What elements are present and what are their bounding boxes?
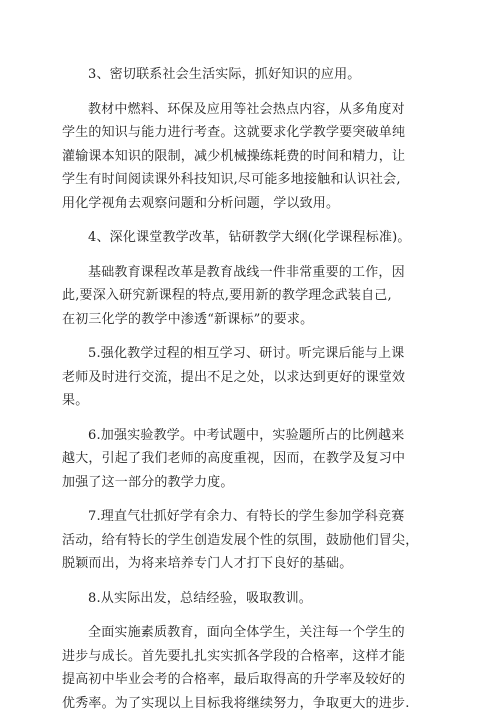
paragraph-4-body [62, 261, 442, 332]
paragraph-8 [62, 587, 442, 611]
heading-line: 4、深化课堂教学改革，钻研教学大纲(化学课程标准)。 [88, 230, 411, 245]
paragraph-3 [62, 63, 442, 87]
text-line: 优秀率。为了实现以上目标我将继续努力，争取更大的进步. [62, 695, 410, 711]
paragraph-3-body [62, 98, 442, 216]
text-line: 学生的知识与能力进行考查。这就要求化学教学要突破单纯 [62, 125, 406, 140]
text-line: 果。 [62, 393, 89, 408]
text-line: 越大，引起了我们老师的高度重视，因而，在教学及复习中 [62, 451, 406, 466]
heading-line: 3、密切联系社会生活实际，抓好知识的应用。 [88, 67, 361, 82]
text-line: 进步与成长。首先要扎扎实实抓各学段的合格率，这样才能 [62, 648, 406, 664]
text-line: 基础教育课程改革是教育战线一件非常重要的工作，因 [88, 264, 405, 280]
text-line: 全面实施素质教育，面向全体学生，关注每一个学生的 [88, 625, 405, 640]
text-line: 灌输课本知识的限制，减少机械操练耗费的时间和精力，让 [62, 148, 406, 164]
document-body [62, 63, 442, 726]
text-line: 学生有时间阅读课外科技知识,尽可能多地接触和认识社会, [62, 172, 401, 187]
text-line: 提高初中毕业会考的合格率，最后取得高的升学率及较好的 [62, 672, 406, 687]
text-line: 用化学视角去观察问题和分析问题，学以致用。 [62, 195, 340, 211]
text-line: 教材中燃料、环保及应用等社会热点内容，从多角度对 [88, 101, 405, 117]
text-line: 加强了这一部分的教学力度。 [62, 474, 234, 490]
text-line: 此,要深入研究新课程的特点,要用新的教学理念武装自己, [62, 288, 392, 303]
paragraph-5 [62, 342, 442, 413]
text-line: 6.加强实验教学。中考试题中，实验题所占的比例越来 [88, 427, 405, 443]
text-line: 老师及时进行交流，提出不足之处，以求达到更好的课堂效 [62, 369, 406, 385]
paragraph-6 [62, 424, 442, 495]
paragraph-8-body [62, 621, 442, 715]
text-line: 5.强化教学过程的相互学习、研讨。听完课后能与上课 [88, 346, 405, 361]
paragraph-7 [62, 505, 442, 576]
paragraph-4 [62, 226, 442, 250]
heading-line: 8.从实际出发，总结经验，吸取教训。 [88, 590, 313, 606]
text-line: 活动，给有特长的学生创造发展个性的氛围，鼓励他们冒尖， [62, 532, 419, 548]
text-line: 脱颖而出，为将来培养专门人才打下良好的基础。 [62, 556, 353, 571]
text-line: 在初三化学的教学中渗透“新课标”的要求。 [62, 311, 314, 327]
text-line: 7.理直气壮抓好学有余力、有特长的学生参加学科竞赛 [88, 509, 405, 524]
